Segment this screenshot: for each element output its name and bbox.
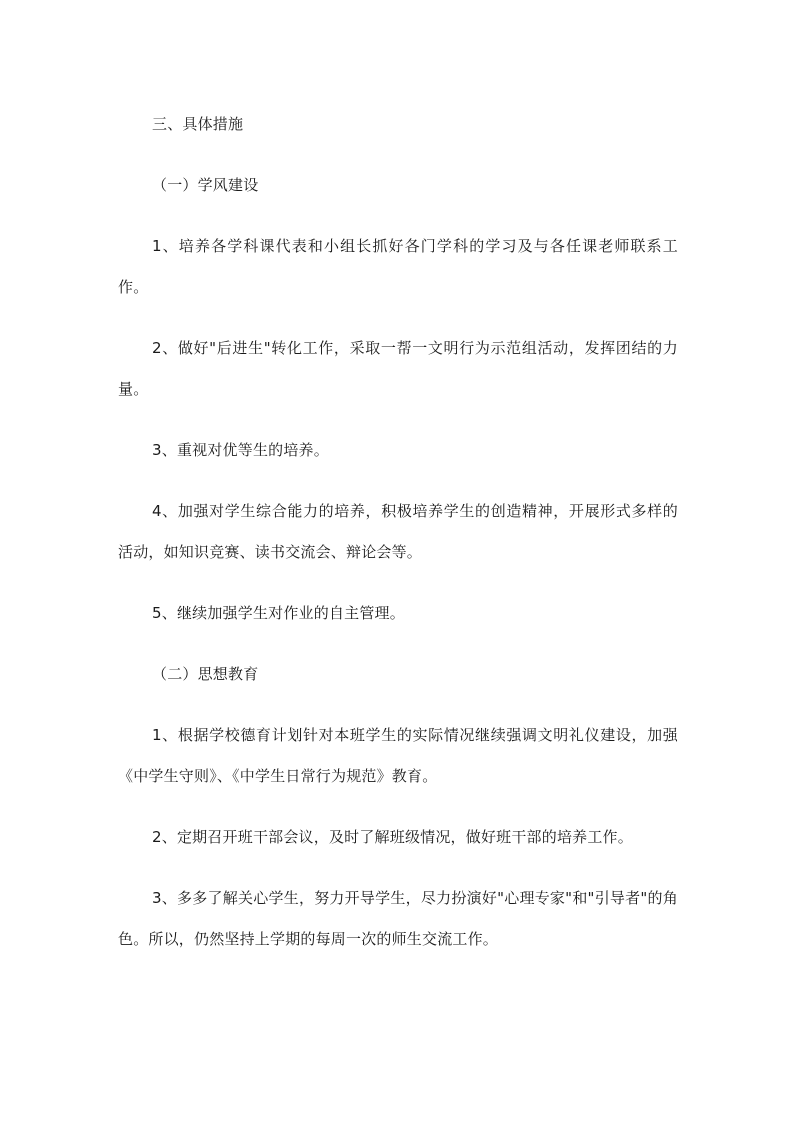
- paragraph-gap: [118, 695, 678, 715]
- paragraph-gap: [118, 858, 678, 878]
- ideology-item-2: 2、定期召开班干部会议，及时了解班级情况，做好班干部的培养工作。: [152, 828, 633, 846]
- paragraph-gap: [118, 410, 678, 430]
- paragraph-gap: [118, 206, 678, 226]
- paragraph-gap: [118, 634, 678, 654]
- study-item-4: 4、加强对学生综合能力的培养，积极培养学生的创造精神，开展形式多样的活动，如知识竞赛、读书交流会、辩论会等。: [118, 502, 678, 561]
- subsection-heading-ideology: （二）思想教育: [152, 665, 259, 683]
- document-body: [118, 104, 678, 960]
- paragraph-gap: [118, 145, 678, 165]
- paragraph-gap: [118, 308, 678, 328]
- study-item-3: 3、重视对优等生的培养。: [152, 441, 329, 459]
- paragraph-gap: [118, 573, 678, 593]
- study-item-1: 1、培养各学科课代表和小组长抓好各门学科的学习及与各任课老师联系工作。: [118, 237, 678, 296]
- section-heading-measures: 三、具体措施: [152, 115, 244, 133]
- paragraph-gap: [118, 471, 678, 491]
- ideology-item-3: 3、多多了解关心学生，努力开导学生，尽力扮演好"心理专家"和"引导者"的角色。所以，仍然坚持上学期的每周一次的师生交流工作。: [118, 889, 678, 948]
- study-item-5: 5、继续加强学生对作业的自主管理。: [152, 604, 405, 622]
- subsection-heading-study-style: （一）学风建设: [152, 176, 259, 194]
- study-item-2: 2、做好"后进生"转化工作，采取一帮一文明行为示范组活动，发挥团结的力量。: [118, 339, 678, 398]
- paragraph-gap: [118, 797, 678, 817]
- ideology-item-1: 1、根据学校德育计划针对本班学生的实际情况继续强调文明礼仪建设，加强《中学生守则》、《中学生日常行为规范》教育。: [118, 726, 678, 785]
